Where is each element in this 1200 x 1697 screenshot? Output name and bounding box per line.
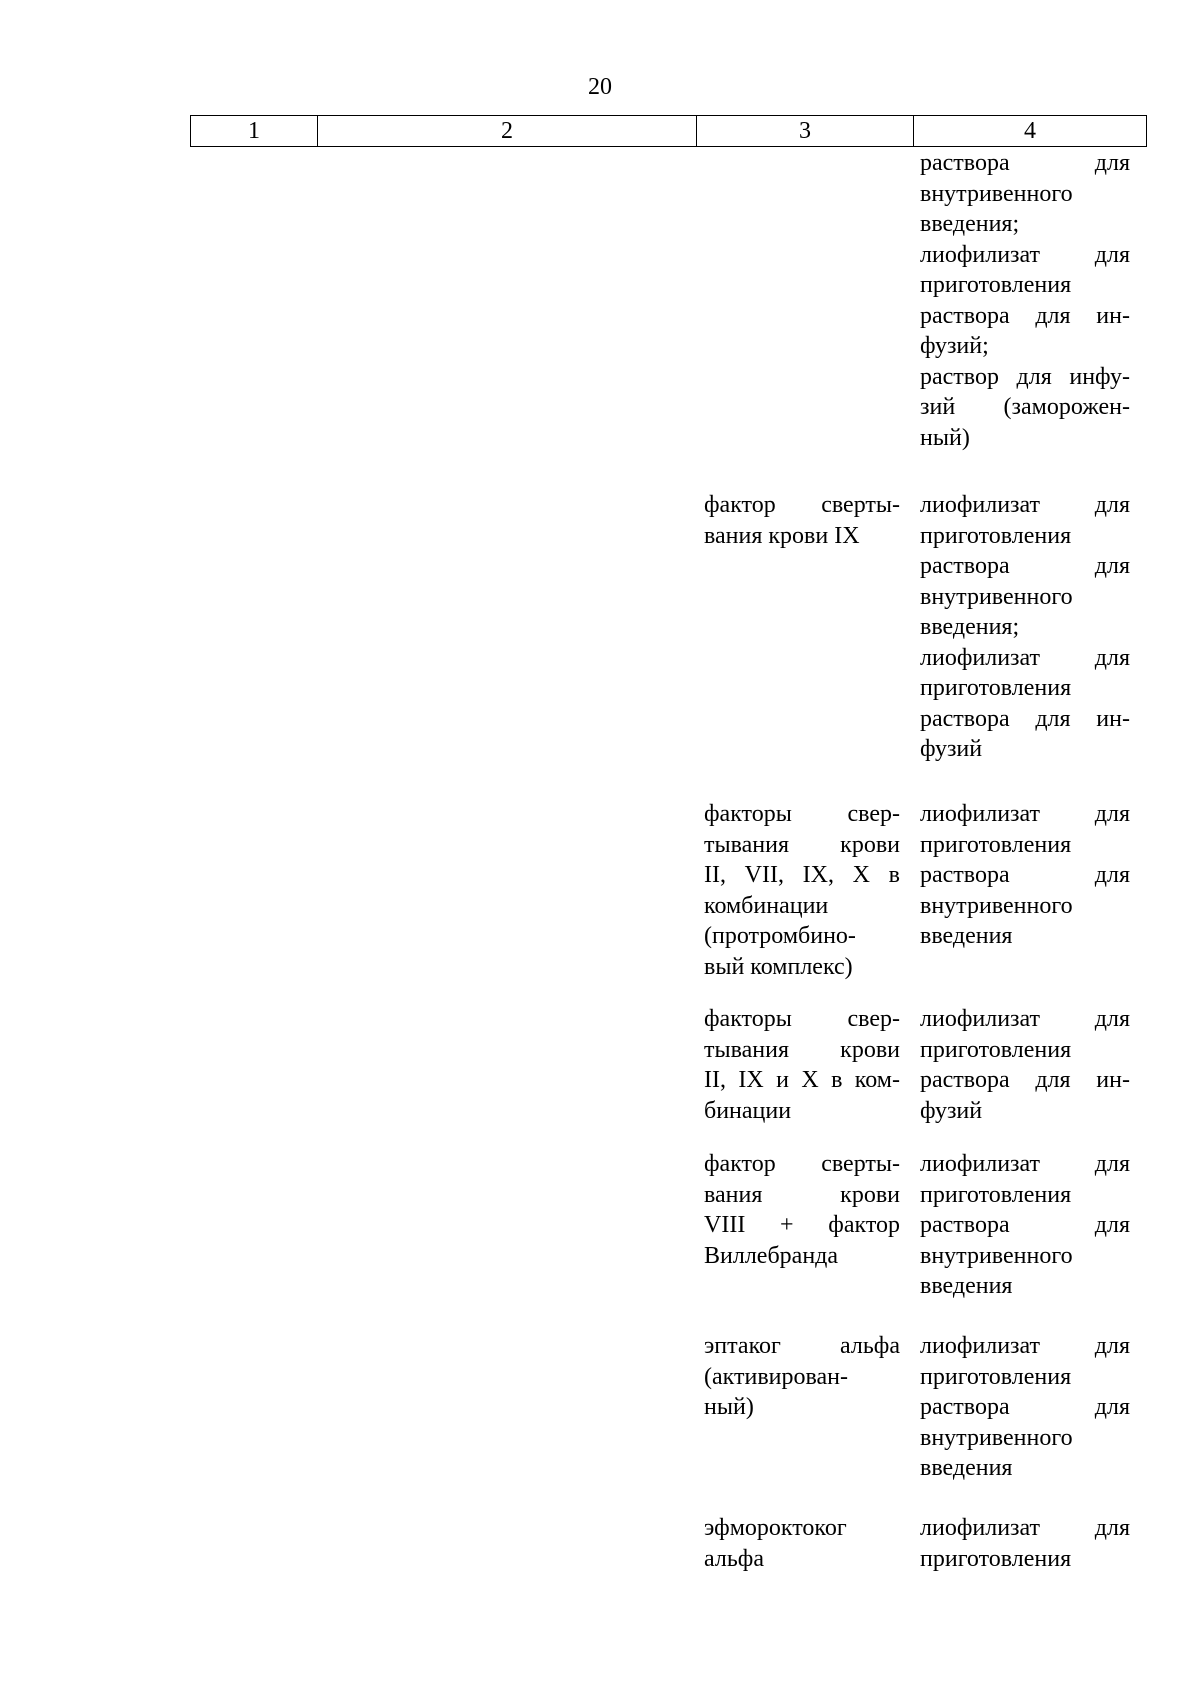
table-row-3-substance-line: Виллебранда: [704, 1242, 839, 1269]
table-row-5-dosage-form-line: приготовления: [920, 1545, 1072, 1572]
table-row-1-dosage-form: [920, 799, 1130, 952]
table-row-4-dosage-form-line: приготовления: [920, 1363, 1072, 1390]
table-row-1-substance: [704, 799, 900, 982]
table-row-3-dosage-form-line: приготовления: [920, 1181, 1072, 1208]
table-row-3-dosage-form-line: раствора для: [920, 1212, 1130, 1238]
continuation-dosage-form-line: ный): [920, 424, 970, 451]
table-row-0-substance-line: фактор сверты-: [704, 492, 900, 518]
table-row-1-dosage-form-line: внутривенного: [920, 892, 1073, 919]
continuation-dosage-form-line: приготовления: [920, 272, 1072, 298]
continuation-dosage-form-line: раствор для инфу-: [920, 363, 1130, 390]
table-row-3-dosage-form-line: лиофилизат для: [920, 1151, 1130, 1177]
table-row-2-substance-line: бинации: [704, 1097, 792, 1124]
table-row-4-substance: [704, 1331, 900, 1423]
table-row-1-dosage-form-line: раствора для: [920, 862, 1130, 888]
table-row-0-dosage-form: [920, 490, 1130, 765]
table-row-0-dosage-form-line: приготовления: [920, 675, 1072, 701]
table-row-1-substance-line: II, VII, IX, X в: [704, 862, 900, 888]
column-header-1: 1: [191, 116, 318, 147]
continuation-dosage-form: [920, 148, 1130, 453]
table-row-3-substance: [704, 1149, 900, 1271]
table-row-4-substance-line: эптаког альфа: [704, 1333, 900, 1359]
table-row-2-dosage-form-line: приготовления: [920, 1036, 1072, 1063]
table-row-4-dosage-form-line: раствора для: [920, 1394, 1130, 1420]
table-row-0-dosage-form-line: раствора для ин-: [920, 705, 1130, 732]
table-row-4-dosage-form-line: введения: [920, 1455, 1013, 1481]
continuation-dosage-form-line: фузий;: [920, 333, 989, 359]
table-row-3-substance-line: VIII + фактор: [704, 1212, 900, 1238]
table-row-1-substance-line: тывания крови: [704, 831, 900, 858]
continuation-dosage-form-line: внутривенного: [920, 180, 1073, 207]
table-row-3-dosage-form-line: внутривенного: [920, 1242, 1073, 1269]
table-row-0-dosage-form-line: введения;: [920, 614, 1020, 640]
table-row-2-dosage-form-line: раствора для ин-: [920, 1067, 1130, 1093]
table-row-2-dosage-form: [920, 1004, 1130, 1126]
continuation-dosage-form-line: введения;: [920, 211, 1020, 237]
table-row-5-substance-line: альфа: [704, 1545, 764, 1572]
page-number: 20: [588, 74, 612, 100]
table-row-0-substance: [704, 490, 900, 551]
column-header-2: 2: [318, 116, 697, 147]
table-row-4-dosage-form: [920, 1331, 1130, 1484]
table-row-5-dosage-form-line: лиофилизат для: [920, 1515, 1130, 1541]
table-row-4-substance-line: ный): [704, 1394, 754, 1420]
table-row-2-dosage-form-line: фузий: [920, 1097, 983, 1124]
continuation-dosage-form-line: раствора для: [920, 150, 1130, 176]
table-row-4-dosage-form-line: внутривенного: [920, 1424, 1073, 1451]
table-row-1-dosage-form-line: введения: [920, 923, 1013, 949]
table-row-5-substance-line: эфмороктоког: [704, 1515, 847, 1541]
table-row-0-dosage-form-line: фузий: [920, 736, 983, 762]
continuation-dosage-form-line: лиофилизат для: [920, 241, 1130, 268]
table-row-0-substance-line: вания крови IX: [704, 522, 860, 549]
table-row-0-dosage-form-line: лиофилизат для: [920, 644, 1130, 671]
table-row-2-substance: [704, 1004, 900, 1126]
table-row-4-substance-line: (активирован-: [704, 1363, 848, 1390]
table-row-3-substance-line: вания крови: [704, 1181, 900, 1208]
continuation-dosage-form-line: зий (заморожен-: [920, 394, 1130, 420]
table-row-5-dosage-form: [920, 1513, 1130, 1574]
table-row-3-substance-line: фактор сверты-: [704, 1151, 900, 1177]
table-row-1-substance-line: комбинации: [704, 892, 829, 919]
table-row-2-substance-line: II, IX и X в ком-: [704, 1067, 900, 1093]
table-row-1-dosage-form-line: лиофилизат для: [920, 801, 1130, 827]
table-row-2-substance-line: тывания крови: [704, 1036, 900, 1063]
table-row-4-dosage-form-line: лиофилизат для: [920, 1333, 1130, 1359]
continuation-dosage-form-line: раствора для ин-: [920, 302, 1130, 329]
table-row-1-substance-line: факторы свер-: [704, 801, 900, 827]
table-row-2-dosage-form-line: лиофилизат для: [920, 1006, 1130, 1032]
table-row-1-substance-line: вый комплекс): [704, 953, 853, 980]
table-row-3-dosage-form: [920, 1149, 1130, 1302]
table-row-0-dosage-form-line: приготовления: [920, 522, 1072, 549]
table-row-0-dosage-form-line: лиофилизат для: [920, 492, 1130, 518]
column-header-4: 4: [914, 116, 1147, 147]
table-row-1-dosage-form-line: приготовления: [920, 831, 1072, 858]
table-row-1-substance-line: (протромбино-: [704, 923, 856, 949]
table-row-0-dosage-form-line: раствора для: [920, 553, 1130, 579]
table-row-2-substance-line: факторы свер-: [704, 1006, 900, 1032]
table-row-0-dosage-form-line: внутривенного: [920, 583, 1073, 610]
column-header-3: 3: [697, 116, 914, 147]
table-row-3-dosage-form-line: введения: [920, 1273, 1013, 1299]
table-row-5-substance: [704, 1513, 900, 1574]
